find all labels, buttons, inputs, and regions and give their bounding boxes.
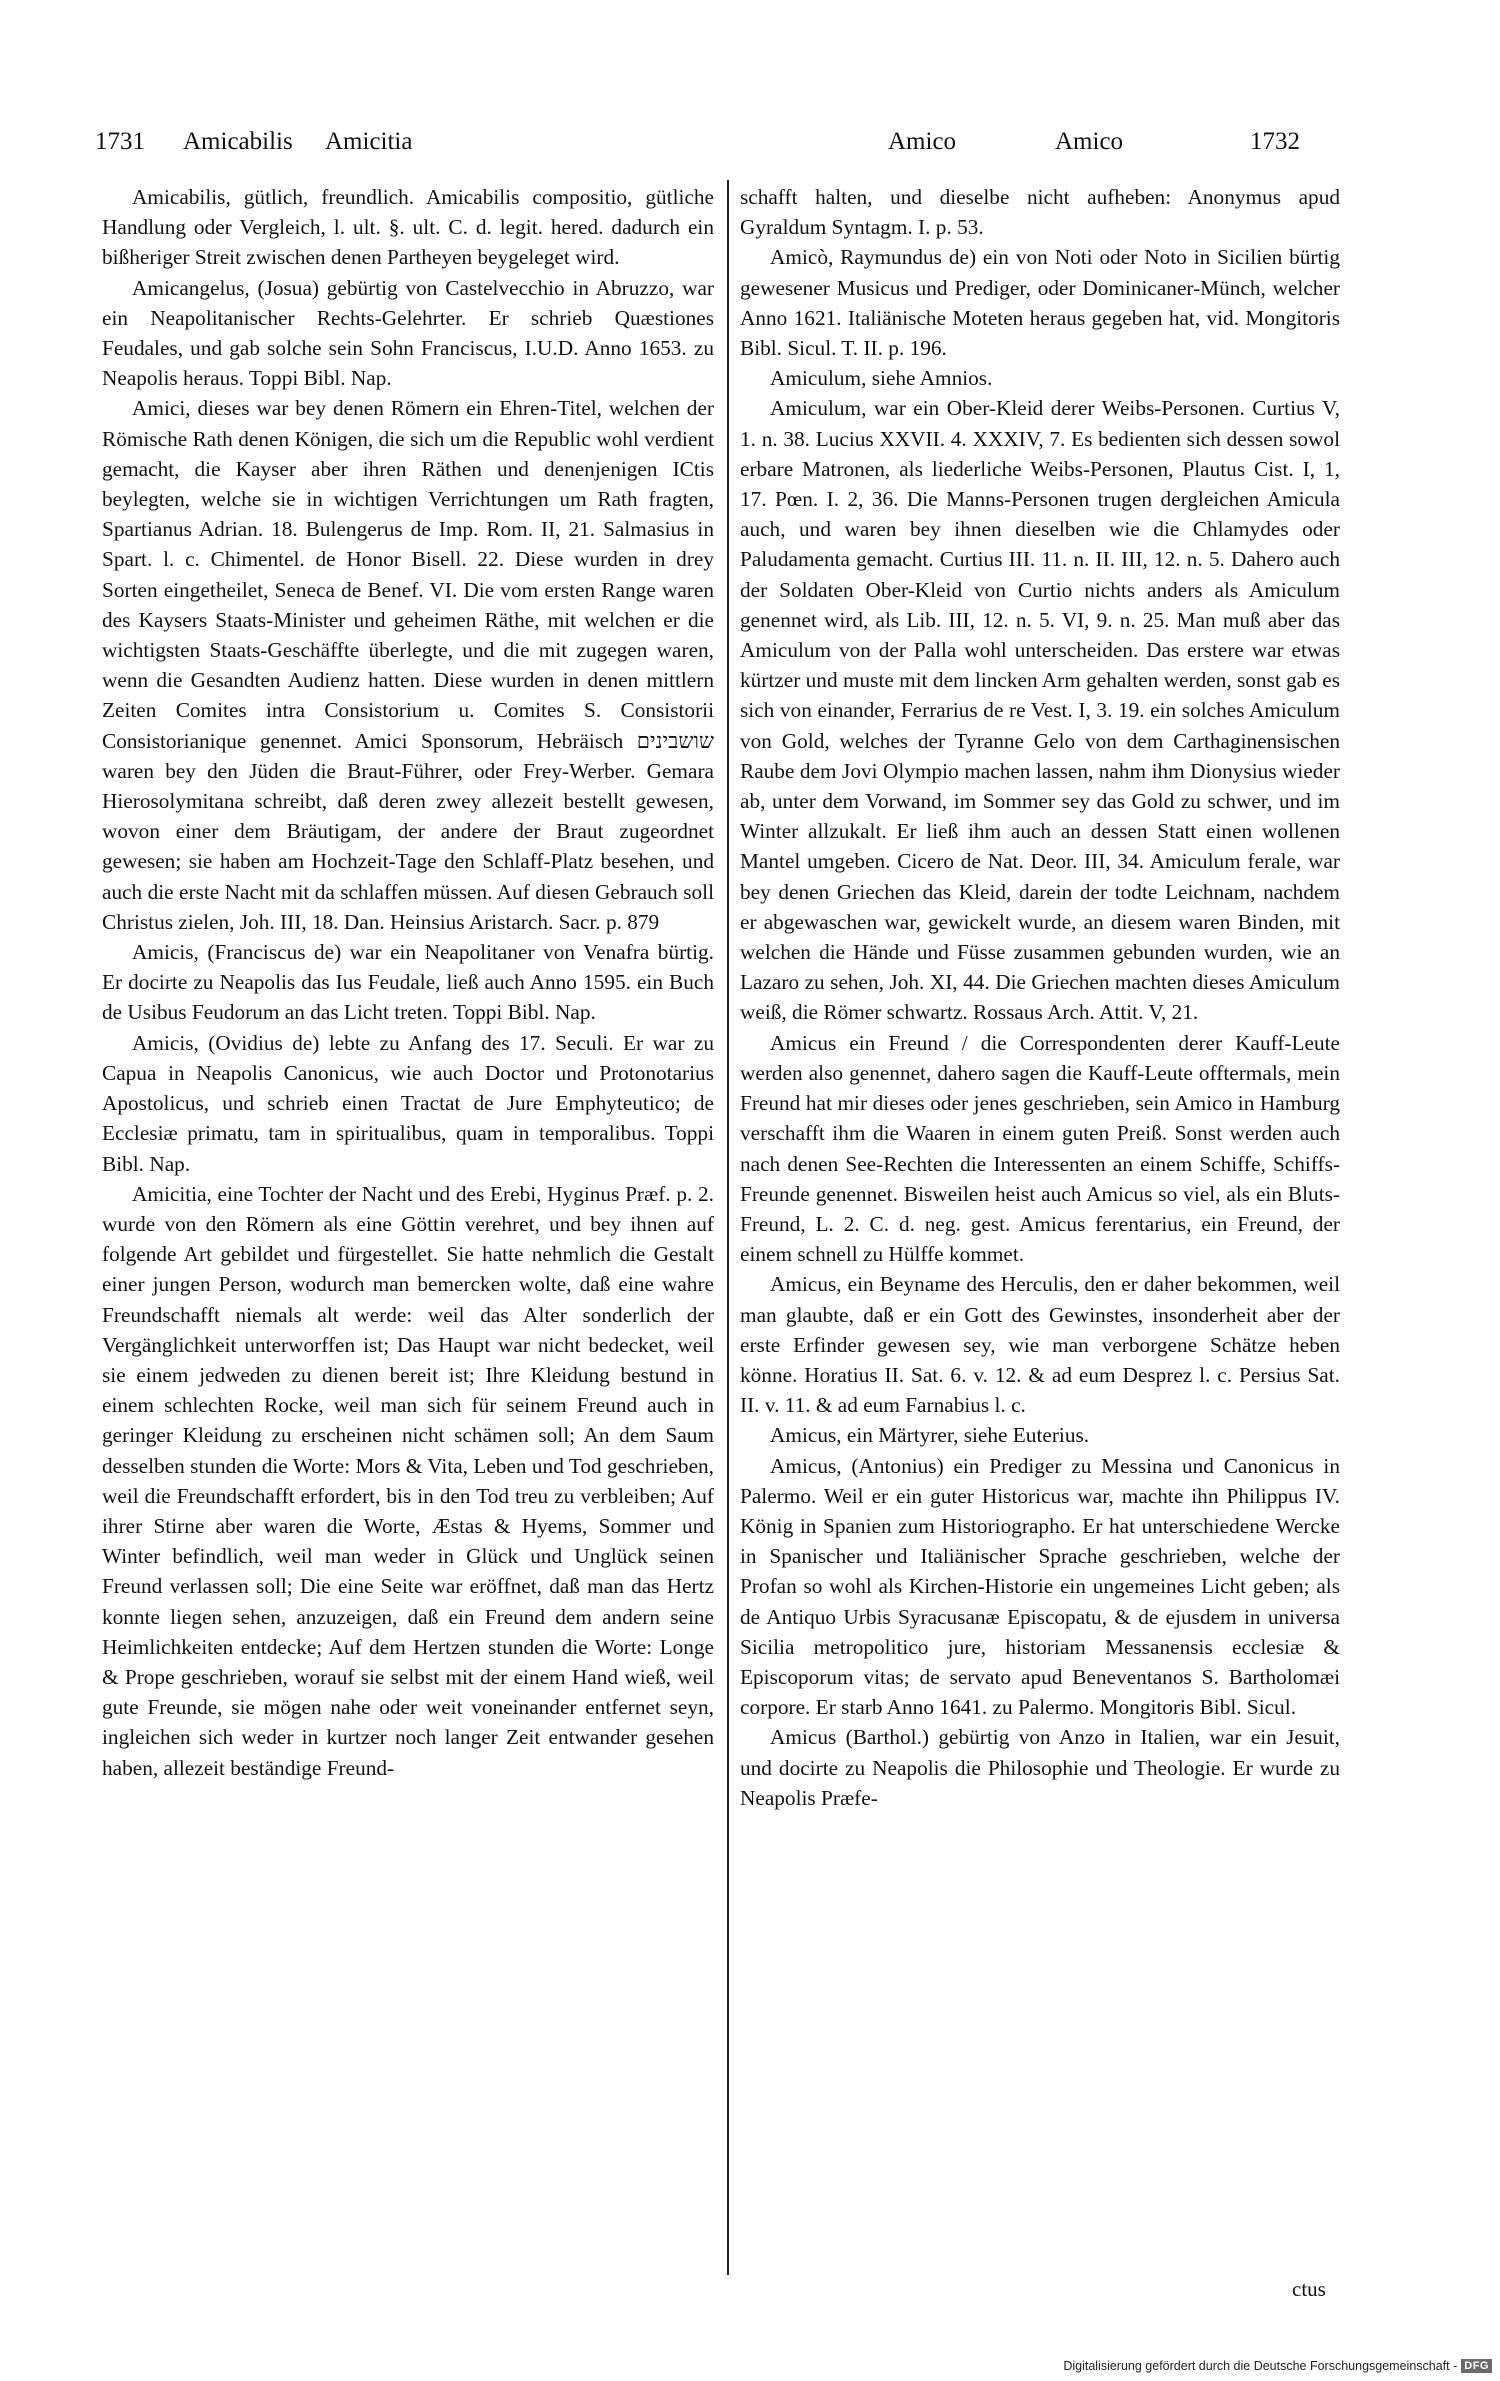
catchword: ctus [1292,2277,1326,2301]
entry-amicus-herculis: Amicus, ein Beyname des Herculis, den er daher bekommen, weil man glaubte, daß er ein Gott des Gewinstes, insonderheit aber der erste Erfinder gewesen sey, wie man verborgene Schätze heben könne. Horatius II. Sat. 6. v. 12. & ad eum Desprez l. c. Persius Sat. II. v. 11. & ad eum Farnabius l. c. [740,1272,1340,1418]
header-keyword-3: Amico [888,128,957,155]
entry-amicis-ovidius: Amicis, (Ovidius de) lebte zu Anfang des 17. Seculi. Er war zu Capua in Neapolis Canonicus, wie auch Doctor und Protonotarius Apostolicus, und schrieb einen Tractat de Jure Emphyteutico; de Ecclesiæ primatu, tam in spiritualibus, quam in temporalibus. Toppi Bibl. Nap. [102,1030,714,1176]
entry-amicangelus: Amicangelus, (Josua) gebürtig von Castelvecchio in Abruzzo, war ein Neapolitanischer Rechts-Gelehrter. Er schrieb Quæstiones Feudales, und gab solche sein Sohn Franciscus, I.U.D. Anno 1653. zu Neapolis heraus. Toppi Bibl. Nap. [102,275,714,391]
entry-continuation: schafft halten, und dieselbe nicht aufheben: Anonymus apud Gyraldum Syntagm. I. p. 53. [740,185,1340,240]
entry-amiculum-ref: Amiculum, siehe Amnios. [770,366,993,391]
dfg-logo: DFG [1461,2359,1492,2373]
entry-amicus-martyrer: Amicus, ein Märtyrer, siehe Euterius. [770,1423,1090,1448]
header-keyword-4: Amico [1055,128,1124,155]
digitization-credit [1063,2359,1492,2373]
header-keyword-1: Amicabilis [183,128,293,155]
page-header [95,128,1325,178]
header-keyword-2: Amicitia [325,128,413,155]
entry-amicitia: Amicitia, eine Tochter der Nacht und des Erebi, Hyginus Præf. p. 2. wurde von den Römern als eine Göttin verehret, und bey ihnen auf folgende Art gebildet und fürgestellet. Sie hatte nehmlich die Gestalt einer jungen Person, wodurch man bemercken wolte, daß eine wahre Freundschafft niemals alt werde: weil das Alter sonderlich der Vergänglichkeit unterworffen ist; Das Haupt war nicht bedecket, weil sie einem jedweden zu dienen bereit ist; Ihre Kleidung bestund in einem schlechten Rocke, weil man sich für seinem Freund auch in geringer Kleidung zu erscheinen nicht schämen soll; An dem Saum desselben stunden die Worte: Mors & Vita, Leben und Tod geschrieben, weil die Freundschafft erfordert, bis in den Tod treu zu verbleiben; Auf ihrer Stirne aber waren die Worte, Æstas & Hyems, Sommer und Winter befindlich, weil man weder in Glück und Unglück seinen Freund verlassen soll; Die eine Seite war eröffnet, daß man das Hertz konnte liegen sehen, anzuzeigen, daß ein Freund dem andern seine Heimlichkeiten entdecke; Auf dem Hertzen stunden die Worte: Longe & Prope geschrieben, worauf sie selbst mit der einem Hand wieß, weil gute Freunde, sie mögen nahe oder weit voneinander entfernet seyn, ingleichen sich weder in kurtzer noch langer Zeit entwander gesehen haben, allezeit beständige Freund- [102,1181,714,1780]
entry-amiculum: Amiculum, war ein Ober-Kleid derer Weibs-Personen. Curtius V, 1. n. 38. Lucius XXVII. 4. XXXIV, 7. Es bedienten sich dessen sowol erbare Matronen, als liederliche Weibs-Personen, Plautus Cist. I, 1, 17. Pœn. I. 2, 36. Die Manns-Personen trugen dergleichen Amicula auch, und waren bey ihnen dieselben wie die Chlamydes oder Paludamenta gemacht. Curtius III. 11. n. II. III, 12. n. 5. Dahero auch der Soldaten Ober-Kleid von Curtio nichts anders als Amiculum genennet wird, als Lib. III, 12. n. 5. VI, 9. n. 25. Man muß aber das Amiculum von der Palla wohl unterscheiden. Das erstere war etwas kürtzer und muste mit dem lincken Arm gehalten werden, sonst gab es sich von einander, Ferrarius de re Vest. I, 3. 19. ein solches Amiculum von Gold, welches der Tyranne Gelo von dem Carthaginensischen Raube dem Jovi Olympio machen lassen, nahm ihm Dionysius wieder ab, unter dem Vorwand, im Sommer sey das Gold zu schwer, und im Winter allzukalt. Er ließ ihm auch an dessen Statt einen wollenen Mantel umgeben. Cicero de Nat. Deor. III, 34. Amiculum ferale, war bey denen Griechen das Kleid, darein der todte Leichnam, nachdem er abgewaschen war, gewickelt wurde, an diesem waren Binden, mit welchen die Hände und Füsse zusammen gebunden wurden, wie an Lazaro zu sehen, Joh. XI, 44. Die Griechen machten dieses Amiculum weiß, die Römer schwartz. Rossaus Arch. Attit. V, 21. [740,396,1340,1025]
page-number-left: 1731 [95,128,145,155]
credit-text: Digitalisierung gefördert durch die Deutsche Forschungsgemeinschaft - [1063,2359,1458,2373]
entry-amici: Amici, dieses war bey denen Römern ein Ehren-Titel, welchen der Römische Rath denen Königen, die sich um die Republic wohl verdient gemacht, die Kayser aber ihren Räthen und denenjenigen ICtis beylegten, welche sie in wichtigen Verrichtungen um Rath fragten, Spartianus Adrian. 18. Bulengerus de Imp. Rom. II, 21. Salmasius in Spart. l. c. Chimentel. de Honor Bisell. 22. Diese wurden in drey Sorten eingetheilet, Seneca de Benef. VI. Die vom ersten Range waren des Kaysers Staats-Minister und geheimen Räthe, mit welchen er die wichtigsten Staats-Geschäffte überlegte, und die mit zugegen waren, wenn die Gesandten Audienz hatten. Diese wurden in denen mittlern Zeiten Comites intra Consistorium u. Comites S. Consistorii Consistorianique genennet. Amici Sponsorum, Hebräisch שושבינים waren bey den Jüden die Braut-Führer, oder Frey-Werber. Gemara Hierosolymitana schreibt, daß deren zwey allezeit bestellt gewesen, wovon einer dem Bräutigam, der andere der Braut zugeordnet gewesen; sie haben am Hochzeit-Tage den Schlaff-Platz besehen, und auch die erste Nacht mit da schlaffen müssen. Auf diesen Gebrauch soll Christus zielen, Joh. III, 18. Dan. Heinsius Aristarch. Sacr. p. 879 [102,396,714,934]
entry-amicus-bartholomaeus: Amicus (Barthol.) gebürtig von Anzo in Italien, war ein Jesuit, und docirte zu Neapolis die Philosophie und Theologie. Er wurde zu Neapolis Præfe- [740,1725,1340,1810]
entry-amico-raymundus: Amicò, Raymundus de) ein von Noti oder Noto in Sicilien bürtig gewesener Musicus und Prediger, oder Dominicaner-Münch, welcher Anno 1621. Italiänische Moteten heraus gegeben hat, vid. Mongitoris Bibl. Sicul. T. II. p. 196. [740,245,1340,361]
left-column [102,182,714,1783]
entry-amicabilis: Amicabilis, gütlich, freundlich. Amicabilis compositio, gütliche Handlung oder Vergleich, l. ult. §. ult. C. d. legit. hered. dadurch ein bißheriger Streit zwischen denen Partheyen beygeleget wird. [102,185,714,270]
column-divider [727,180,729,2275]
entry-amicis-franciscus: Amicis, (Franciscus de) war ein Neapolitaner von Venafra bürtig. Er docirte zu Neapolis das Ius Feudale, ließ auch Anno 1595. ein Buch de Usibus Feudorum an das Licht treten. Toppi Bibl. Nap. [102,940,714,1025]
right-column [740,182,1340,1813]
entry-amicus-antonius: Amicus, (Antonius) ein Prediger zu Messina und Canonicus in Palermo. Weil er ein guter Historicus war, machte ihn Philippus IV. König in Spanien zum Historiographo. Er hat unterschiedene Wercke in Spanischer und Italiänischer Sprache geschrieben, welche der Profan so wohl als Kirchen-Historie ein ungemeines Licht geben; als de Antiquo Urbis Syracusanæ Episcopatu, & de ejusdem in universa Sicilia metropolitico jure, historiam Messanensis ecclesiæ & Episcoporum vitas; de servato apud Beneventanos S. Bartholomæi corpore. Er starb Anno 1641. zu Palermo. Mongitoris Bibl. Sicul. [740,1453,1340,1720]
entry-amicus-freund: Amicus ein Freund / die Correspondenten derer Kauff-Leute werden also genennet, dahero sagen die Kauff-Leute offtermals, mein Freund hat mir dieses oder jenes geschrieben, sein Amico in Hamburg verschafft ihm die Waaren in einem guten Preiß. Sonst werden auch nach denen See-Rechten die Interessenten an einem Schiffe, Schiffs-Freunde genennet. Bisweilen heist auch Amicus so viel, als ein Bluts-Freund, L. 2. C. d. neg. gest. Amicus ferentarius, ein Freund, der einem schnell zu Hülffe kommet. [740,1030,1340,1267]
page-number-right: 1732 [1250,128,1300,155]
